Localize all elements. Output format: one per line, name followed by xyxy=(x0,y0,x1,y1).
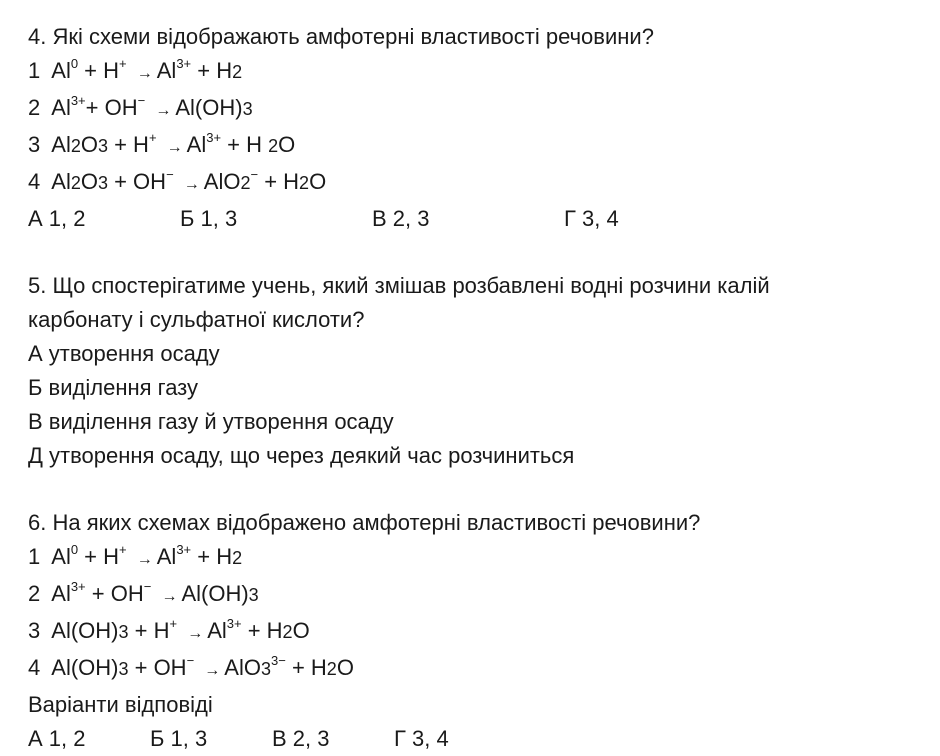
question-4-title: 4. Які схеми відображають амфотерні властивості речовини? xyxy=(28,24,654,49)
q6-option-a[interactable]: А 1, 2 xyxy=(28,726,86,751)
q4-option-a[interactable]: А 1, 2 xyxy=(28,206,86,231)
arrow-icon: → xyxy=(136,65,153,82)
q6-equation-4: 4 $Al(OH)3 + OH^- \to AlO3^{3-} + H2O$ xyxy=(28,653,354,680)
arrow-icon: → xyxy=(166,139,183,156)
q6-equation-1: 1 $Al^0 + H^+ \to Al^{3+} + H2$ xyxy=(28,542,243,569)
q5-option-b[interactable]: Б виділення газу xyxy=(28,375,199,400)
arrow-icon: → xyxy=(183,176,200,193)
q4-answer-options xyxy=(28,202,933,236)
q4-option-d[interactable]: Г 3, 4 xyxy=(564,206,619,231)
q6-answers-label: Варіанти відповіді xyxy=(28,692,213,717)
arrow-icon: → xyxy=(204,662,221,679)
question-6-title: 6. На яких схемах відображено амфотерні властивості речовини? xyxy=(28,510,701,535)
q5-option-a[interactable]: А утворення осаду xyxy=(28,341,220,366)
q6-option-c[interactable]: В 2, 3 xyxy=(272,726,330,751)
q5-option-c[interactable]: В виділення газу й утворення осаду xyxy=(28,409,394,434)
question-5-title-line-2: карбонату і сульфатної кислоти? xyxy=(28,307,365,332)
q4-equation-4: 4 Al2O3 + OH− → AlO2− + H2O xyxy=(28,167,327,194)
q6-option-d[interactable]: Г 3, 4 xyxy=(394,726,449,751)
arrow-icon: → xyxy=(161,588,178,605)
q4-option-b[interactable]: Б 1, 3 xyxy=(180,206,238,231)
q4-option-c[interactable]: В 2, 3 xyxy=(372,206,430,231)
q6-answer-options xyxy=(28,722,933,756)
q6-equation-2: 2 $Al^{3+} + OH^- \to Al(OH)3$ xyxy=(28,579,259,606)
arrow-icon: → xyxy=(155,102,172,119)
arrow-icon: → xyxy=(187,625,204,642)
q6-equation-3: 3 $Al(OH)3 + H^+ \to Al^{3+} + H2O$ xyxy=(28,616,310,643)
question-5-title-line-1: 5. Що спостерігатиме учень, який змішав розбавлені водні розчини калій xyxy=(28,273,770,298)
q5-option-d[interactable]: Д утворення осаду, що через деякий час розчиниться xyxy=(28,443,575,468)
worksheet xyxy=(28,20,933,756)
q4-equation-1: 1 $Al^0 + H^+ \to Al^{3+} + H2$ xyxy=(28,56,243,83)
arrow-icon: → xyxy=(136,551,153,568)
q6-option-b[interactable]: Б 1, 3 xyxy=(150,726,208,751)
q4-equation-2: 2 $Al^{3+}+ OH^- \to Al(OH)3$ xyxy=(28,93,253,120)
q4-equation-3: 3 $Al2O3 + H^+ \to Al^{3+} + H$ 2O xyxy=(28,130,296,157)
